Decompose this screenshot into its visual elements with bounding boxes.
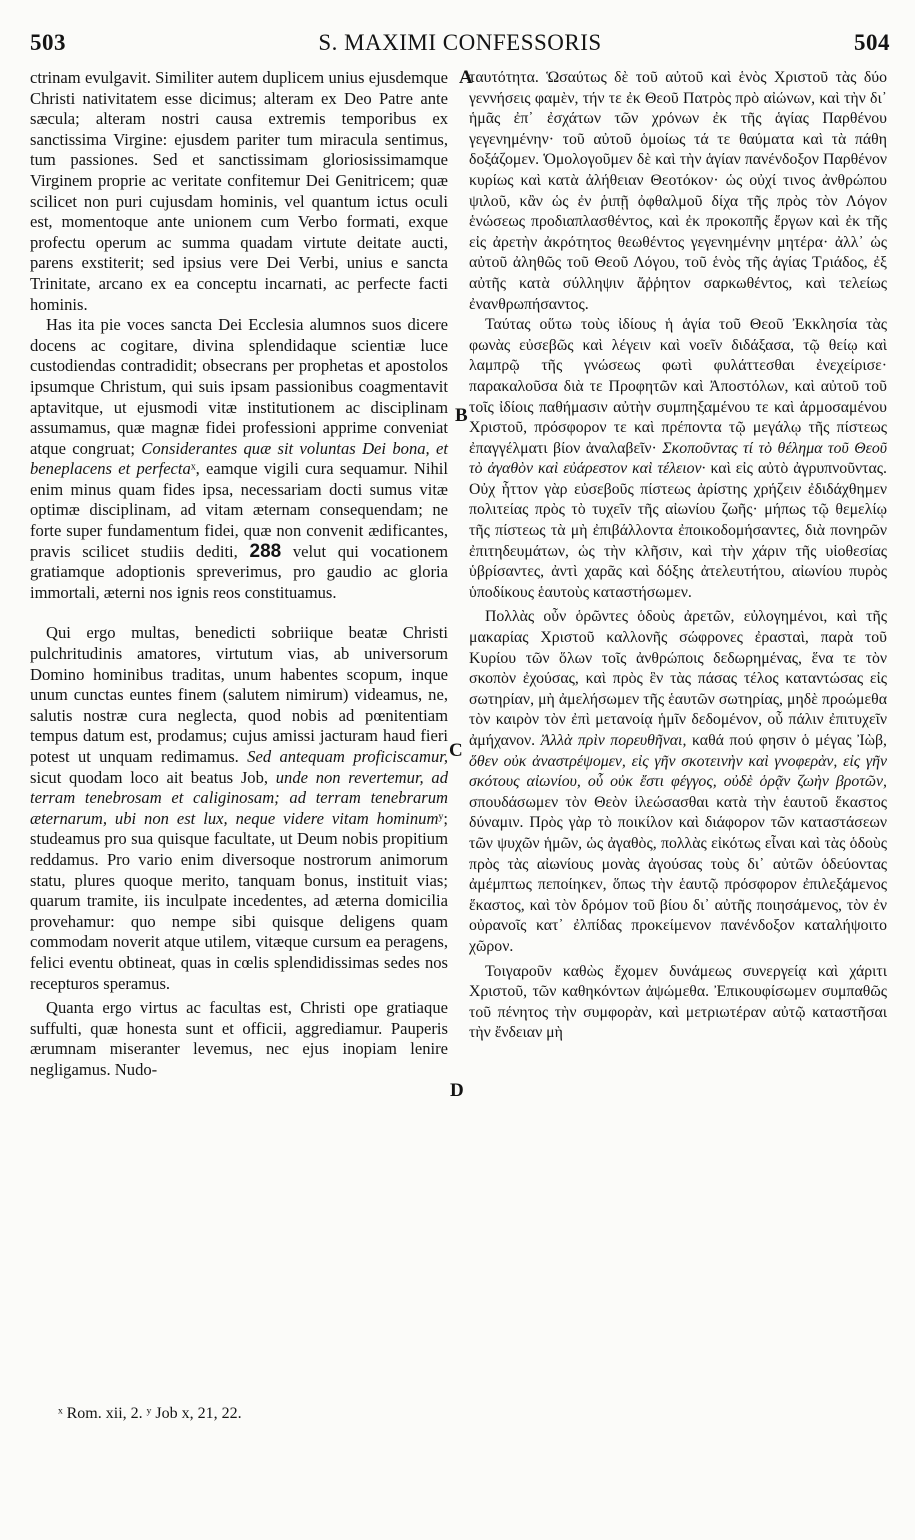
latin-paragraph-2 [30,315,448,603]
latin-p2-text-a: Has ita pie voces sancta Dei Ecclesia alumnos suos dicere docens ac cogitare, divina splendidaque scientiæ luce custodiendas contradidit; obsecrans per prophetas et apostolos ipsumque Christum, qui suis ipsam passionibus coagmentavit aptavitque, ut ejusmodi vitæ institutionem ac disciplinam assumamus, quæ magnæ fidei professioni apprime conveniat atque congruat; [30,315,448,458]
running-title: S. MAXIMI CONFESSORIS [318,30,602,55]
greek-p3-text-c: σπουδάσωμεν τὸν Θεὸν ἱλεώσασθαι κατὰ τὴν ἑαυτοῦ ἕκαστος δύναμιν. Πρὸς γὰρ τὸ ποικίλον καὶ διάφορον τῶν καταστάσεων τῶν ψυχῶν ἡμῶν, ὡς ἀγαθὸς, πολλὰς εἰκότως εἶναι καὶ τὰς ὁδοὺς πρὸς τὰς αἰωνίους μονὰς ἀγούσας τοὺς δι᾽ αὐτῶν ὁδεύοντας ἀμέμπτως πεποίηκεν, ὅπως τὴν ἑαυτῷ πρόσφορον ἐπιλεξάμενος ἕκαστος, καὶ τὸν δρόμον τοῦ βίου δι᾽ αὐτῆς ποιησάμενος, τὸν ἐν οὐρανοῖς κατ᾽ ἐλπίδας προκείμενον πανένδοξον καταλήψοιτο χῶρον. [469,793,887,955]
greek-paragraph-4: Τοιγαροῦν καθὼς ἔχομεν δυνάμεως συνεργείᾳ καὶ χάριτι Χριστοῦ, τῶν καθηκόντων ἀψώμεθα. Ἐπικουφίσωμεν συμπαθῶς τοῦ πένητος τὴν συμφορὰν, καὶ μετριωτέραν αὐτῷ καταστῆσαι τὴν ἔνδειαν μὴ [469,962,887,1042]
page-number-left: 503 [30,30,66,55]
margin-siglum-d: D [450,1080,464,1101]
latin-paragraph-1: ctrinam evulgavit. Similiter autem duplicem unius ejusdemque Christi nativitatem esse dicimus; alteram ex Deo Patre ante sæcula; alteram nostri causa extremis temporibus ex sanctissima Virgine: ejusdem pariter tum miracula sentimus, tum passiones. Sed et sanctissimam gloriosissimamque Virginem proprie ac veritate confitemur Dei Genitricem; quæ scilicet non puri cujusdam hominis, vel quantum ictus oculi est, momentoque ante unionem cum Verbo formati, exque profectu operum ac summa quadam virtute deitate aucti, parens exstiterit; sed ipsius vere Dei Verbi, unius e sancta Trinitate, arcano ex ea conceptu incarnati, ac perfecte facti hominis. [30,68,448,314]
greek-paragraph-1: ταυτότητα. Ὡσαύτως δὲ τοῦ αὐτοῦ καὶ ἑνὸς Χριστοῦ τὰς δύο γεννήσεις φαμὲν, τήν τε ἐκ Θεοῦ Πατρὸς πρὸ αἰώνων, καὶ τὴν δι᾽ ἡμᾶς ἐπ᾽ ἐσχάτων τῶν χρόνων ἐκ τῆς ἁγίας Παρθένου γεγενημένην· τοῦ αὐτοῦ ὁμοίως τά τε θαύματα καὶ τὰ πάθη δοξάζομεν. Ὁμολογοῦμεν δὲ καὶ τὴν ἁγίαν πανένδοξον Παρθένον κυρίως καὶ κατὰ ἀλήθειαν Θεοτόκον· ὡς οὐχί τινος ἀνθρώπου ψιλοῦ, κἂν ὡς ἐν ῥιπῇ ὀφθαλμοῦ δίχα τῆς πρὸς τὸν Λόγον ἑνώσεως προδιαπλασθέντος, καὶ ἐκ προκοπῆς ἔργων καὶ ἐκ τῆς εἰς ἀρετὴν ἀκρότητος θεωθέντος γεγενημένην μητέρα· ἀλλ᾽ ὡς αὐτοῦ ἀληθῶς τοῦ Θεοῦ Λόγου, τοῦ ἑνὸς τῆς ἁγίας Τριάδος, ἐξ αὐτῆς κατὰ σύλληψιν ἄῤῥητον σαρκωθέντος, καὶ τελείως ἐνανθρωπήσαντος. [469,69,887,313]
latin-paragraph-3 [30,623,448,994]
greek-p2-text-a: Ταύτας οὕτω τοὺς ἰδίους ἡ ἁγία τοῦ Θεοῦ Ἐκκλησία τὰς φωνὰς εὐσεβῶς καὶ λέγειν καὶ νοεῖν διδάξασα, τῷ θείῳ καὶ λαμπρῷ τῆς γνώσεως φωτὶ φυλάττεσθαι ἐνεχείρισε· παρακαλοῦσα διὰ τε Προφητῶν καὶ Ἀποστόλων, καὶ αὐτοῦ τοῦ τοῖς ἰδίοις παθήμασιν αὐτὴν συμπηξαμένου τε καὶ ἁρμοσαμένου Χριστοῦ, πρόσφορον τε καὶ πρέποντα τῷ μεγάλῳ τῆς πίστεως ἐπαγγέλματι βίον ἀναλαβεῖν· [469,316,887,457]
margin-siglum-c: C [449,740,463,761]
old-page-number: 288 [249,540,282,562]
latin-p3-quote-a: Sed antequam proficiscamur, [247,747,449,766]
margin-siglum-a: A [459,67,473,88]
latin-column [30,68,448,1081]
latin-p2-quote: Considerantes quæ sit voluntas Dei bona, et beneplacens et perfecta [30,438,449,479]
greek-column [469,68,887,1044]
latin-p2-text-b: ˣ, eamque vigili cura sequamur. Nihil enim minus quam fides ipsa, necessariam docti sumus vitæ optimæ disciplinam, ad vitam æternam consequendam; ne forte super fundamentum fidei, quæ non convenit ædificantes, pravis scilicet studiis dediti, [30,459,448,561]
latin-p2-text-c: velut qui vocationem gratiamque adoptionis spreverimus, pro gaudio ac gloria immortali, æterni nos ignis reos constituamus. [30,541,448,602]
latin-p3-quote-b: unde non revertemur, ad terram tenebrosam et caliginosam; ad terram tenebrarum æternarum, ubi non est lux, neque videre vitam hominum [30,767,448,828]
margin-siglum-b: B [455,405,468,426]
latin-paragraph-4: Quanta ergo virtus ac facultas est, Christi ope gratiaque suffulti, quæ honesta sunt et officii, aggrediamur. Pauperis ærumnam miseranter levemus, nec ejus inopiam lenire negligamus. Nudo- [30,998,448,1079]
page-header [30,30,890,60]
latin-p3-text-a: Qui ergo multas, benedicti sobriique beatæ Christi pulchritudinis amatores, virtutum vias, ab universorum Domino hominibus traditas, unum habentes scopum, inque unum cunctas euntes finem (salutem nimirum) videamus, ne, salutis nostræ cura neglecta, quod nobis ad pœnitentiam tempus datum est, prodamus; cujus amissi jacturam haud fieri potest ut unquam redimamus. [30,623,448,766]
greek-paragraph-2 [469,315,887,603]
latin-p3-text-b: sicut quodam loco ait beatus Job, [30,767,269,787]
greek-p3-quote-b: ὅθεν οὐκ ἀναστρέψομεν, εἰς γῆν σκοτεινὴν καὶ γνοφερὰν, εἰς γῆν σκότους αἰωνίου, οὗ οὐκ ἔστι φέγγος, οὐδὲ ὁρᾷν ζωὴν βροτῶν, [469,752,887,791]
greek-p3-quote-a: Ἀλλὰ πρὶν πορευθῆναι, [540,732,687,749]
greek-p2-text-b: καὶ εἰς αὐτὸ ἀγρυπνοῦντας. Οὐχ ἧττον γὰρ εὐσεβοῦς πίστεως ἀρίστης χρήζειν ἐδιδάχθημεν πολιτείας πρὸς τὸ τυχεῖν τῆς αἰωνίου ζωῆς· μήπως τῷ θεμελίῳ τῆς πίστεως τὰ μὴ ἐπιβάλλοντα ἐποικοδομήσαντες, διὰ πονηρῶν ἐπιτηδευμάτων, ὡς τὴν κλῆσιν, καὶ τὴν χάριν τῆς υἱοθεσίας ὑβρίσαντες, ἀντὶ χαρᾶς καὶ δόξης ἀτελευτήτου, αἰωνίου πυρὸς ὑποδίκους ἑαυτοὺς καταστήσωμεν. [469,460,887,601]
greek-paragraph-3 [469,607,887,957]
latin-p3-text-c: ʸ; studeamus pro sua quisque facultate, ut Deum nobis propitium reddamus. Pro vario enim diversoque nostrorum animorum statu, plures quoque merito, tanquam bonus, instituit vias; quarum tramite, iis inculpate incedentes, ad æterna domicilia provehamur: quo nempe sibi quisque deligens quam commodam noverit atque utilem, vitæque cursum ea peragens, felici eventu obtineat, quas in cœlis splendidissimas sedes nos recepturos speramus. [30,808,448,993]
greek-p2-quote: Σκοποῦντας τί τὸ θέλημα τοῦ Θεοῦ τὸ ἀγαθὸν καὶ εὐάρεστον καὶ τέλειον· [469,439,887,478]
footnotes: ˣ Rom. xii, 2. ʸ Job x, 21, 22. [58,1405,242,1422]
greek-p3-text-a: Πολλὰς οὖν ὁρῶντες ὁδοὺς ἀρετῶν, εὐλογημένοι, καὶ τῆς μακαρίας Χριστοῦ καλλονῆς σώφρονες ἐρασταὶ, παρὰ τοῦ Κυρίου τῶν ὅλων τοῖς ἀνθρώποις δεδωρημένας, ἕνα τε τὸν σκοπὸν ἐχούσας, καὶ πρὸς ἓν τὰς πάσας τέλος καταντώσας εἰς σωτηρίαν, μὴ ἀμελήσωμεν τῆς ἑαυτῶν σωτηρίας, μηδὲ προώμεθα τὸν καιρὸν τὸν ἐπὶ μετανοίᾳ ἡμῖν δεδομένον, οὗ πάλιν ἐπιτυχεῖν ἀμήχανον. [469,608,887,749]
greek-p3-text-b: καθά πού φησιν ὁ μέγας Ἰὼβ, [691,732,888,749]
page-number-right: 504 [854,30,890,55]
